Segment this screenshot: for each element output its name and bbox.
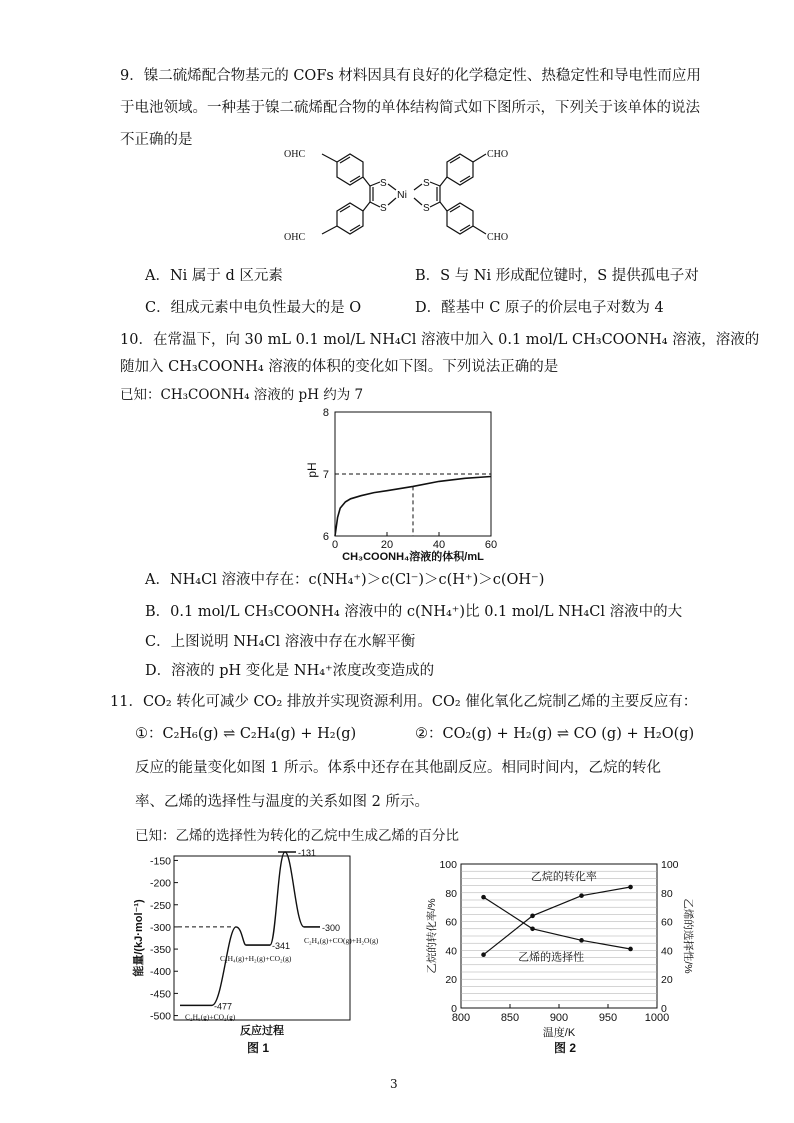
temp-series-label: 乙烷的转化率 <box>530 870 597 883</box>
energy-species-label: C₂H₆(g)+CO₂(g) <box>185 1012 236 1022</box>
q11-reaction-2: ②：CO₂(g) + H₂(g) ⇌ CO (g) + H₂O(g) <box>415 726 695 742</box>
temp-x-tick-label: 950 <box>598 1012 618 1024</box>
q10-option-a: A．NH₄Cl 溶液中存在：c(NH₄⁺)＞c(Cl⁻)＞c(H⁺)＞c(OH⁻) <box>145 572 545 588</box>
energy-value-label: -131 <box>298 848 317 859</box>
cho-label-bl: OHC <box>284 232 306 243</box>
ph-x-tick-label: 0 <box>331 539 339 551</box>
ph-x-tick-label: 20 <box>380 539 394 551</box>
ph-y-tick-label: 7 <box>322 469 329 481</box>
temp-y-axis-label-left: 乙烷的转化率/% <box>426 898 438 974</box>
q9-option-a: A．Ni 属于 d 区元素 <box>145 268 283 284</box>
q9-option-b: B．S 与 Ni 形成配位键时，S 提供孤电子对 <box>415 268 699 284</box>
ph-x-tick-label: 60 <box>484 539 498 551</box>
q10-option-c: C．上图说明 NH₄Cl 溶液中存在水解平衡 <box>145 634 416 650</box>
temp-y-tick-label-left: 40 <box>445 945 457 958</box>
energy-value-label: -477 <box>214 1001 233 1012</box>
sulfur-label: S <box>380 178 387 189</box>
cho-label-tl: OHC <box>284 149 306 160</box>
ph-y-axis-label: pH <box>305 462 319 478</box>
figure-2-caption: 图 2 <box>553 1041 577 1055</box>
q11-line2: 反应的能量变化如图 1 所示。体系中还存在其他副反应。相同时间内，乙烷的转化 <box>135 760 661 776</box>
temp-y-tick-label-right: 60 <box>661 916 673 929</box>
energy-species-label: C₂H₄(g)+CO(g)+H₂O(g) <box>304 935 379 945</box>
q9-line3: 不正确的是 <box>120 132 193 148</box>
q11-line1: 11．CO₂ 转化可减少 CO₂ 排放并实现资源利用。CO₂ 催化氧化乙烷制乙烯的主要反应有： <box>110 694 698 710</box>
temperature-chart <box>425 852 695 1062</box>
temp-y-tick-label-right: 100 <box>661 859 679 871</box>
cho-label-br: CHO <box>487 232 509 243</box>
q11-known: 已知：乙烯的选择性为转化的乙烷中生成乙烯的百分比 <box>135 828 459 844</box>
temp-x-tick-label: 900 <box>549 1012 569 1024</box>
q11-line3: 率、乙烯的选择性与温度的关系如图 2 所示。 <box>135 794 429 810</box>
temp-data-point <box>530 914 535 919</box>
temp-x-tick-label: 800 <box>451 1012 471 1024</box>
temp-y-tick-label-left: 20 <box>445 974 457 987</box>
temp-y-tick-label-right: 0 <box>661 1003 667 1015</box>
q10-known: 已知：CH₃COONH₄ 溶液的 pH 约为 7 <box>120 387 364 403</box>
energy-profile-curve <box>212 852 304 1005</box>
energy-y-tick-label: -500 <box>149 1010 171 1023</box>
sulfur-label: S <box>423 178 430 189</box>
ph-y-tick-label: 8 <box>322 407 329 419</box>
energy-value-label: -341 <box>272 941 291 952</box>
temp-series-label: 乙烯的选择性 <box>518 951 585 964</box>
temp-data-point <box>530 927 535 932</box>
q10-line1: 10．在常温下，向 30 mL 0.1 mol/L NH₄Cl 溶液中加入 0.1 mol/L CH₃COONH₄ 溶液，溶液的 <box>120 332 760 348</box>
page-number: 3 <box>390 1077 398 1091</box>
energy-y-tick-label: -300 <box>149 921 171 934</box>
temp-data-point <box>579 893 584 898</box>
energy-y-tick-label: -250 <box>149 899 171 912</box>
energy-y-tick-label: -400 <box>149 966 171 979</box>
energy-y-tick-label: -350 <box>149 944 171 957</box>
ph-y-tick-label: 6 <box>322 531 329 543</box>
temp-x-tick-label: 1000 <box>644 1012 670 1024</box>
energy-species-label: C₂H₄(g)+H₂(g)+CO₂(g) <box>220 954 292 964</box>
sulfur-label: S <box>380 203 387 214</box>
energy-y-tick-label: -150 <box>149 855 171 868</box>
q10-option-d: D．溶液的 pH 变化是 NH₄⁺浓度改变造成的 <box>145 663 435 679</box>
q10-option-b: B．0.1 mol/L CH₃COONH₄ 溶液中的 c(NH₄⁺)比 0.1 mol/L NH₄Cl 溶液中的大 <box>145 604 683 620</box>
q9-line2: 于电池领域。一种基于镍二硫烯配合物的单体结构简式如下图所示，下列关于该单体的说法 <box>120 100 700 116</box>
temp-y-tick-label-left: 60 <box>445 916 457 929</box>
energy-x-axis-label: 反应过程 <box>240 1025 284 1037</box>
temp-y-tick-label-right: 20 <box>661 974 673 987</box>
q9-option-c: C．组成元素中电负性最大的是 O <box>145 300 362 316</box>
temp-y-tick-label-right: 40 <box>661 945 673 958</box>
temp-data-point <box>628 947 633 952</box>
temp-y-tick-label-left: 80 <box>445 887 457 900</box>
temp-y-axis-label-right: 乙烯的选择性/% <box>682 898 694 974</box>
temp-x-axis-label: 温度/K <box>542 1027 576 1039</box>
energy-y-tick-label: -450 <box>149 988 171 1001</box>
nickel-dithiolene-structure <box>280 140 530 252</box>
q9-option-d: D．醛基中 C 原子的价层电子对数为 4 <box>415 300 664 316</box>
energy-value-label: -300 <box>322 922 341 933</box>
temp-data-point <box>481 895 486 900</box>
energy-y-tick-label: -200 <box>149 877 171 890</box>
energy-diagram <box>130 848 379 1062</box>
temp-series-line <box>484 897 631 949</box>
ph-chart <box>300 402 520 568</box>
sulfur-label: S <box>423 203 430 214</box>
temp-y-tick-label-left: 0 <box>451 1003 457 1015</box>
temp-x-tick-label: 850 <box>500 1012 520 1024</box>
cho-label-tr: CHO <box>487 149 509 160</box>
q10-line2: 随加入 CH₃COONH₄ 溶液的体积的变化如下图。下列说法正确的是 <box>120 359 559 375</box>
ph-x-axis-label: CH₃COONH₄溶液的体积/mL <box>342 551 484 563</box>
q9-line1: 9．镍二硫烯配合物基元的 COFs 材料因具有良好的化学稳定性、热稳定性和导电性而应用 <box>120 68 701 84</box>
ph-curve <box>335 477 491 537</box>
q11-reaction-1: ①：C₂H₆(g) ⇌ C₂H₄(g) + H₂(g) <box>135 726 357 742</box>
temp-data-point <box>628 885 633 890</box>
temp-y-tick-label-left: 100 <box>439 859 457 871</box>
nickel-label: Ni <box>397 189 407 201</box>
energy-y-axis-label: 能量/(kJ·mol⁻¹) <box>133 899 145 977</box>
temp-y-tick-label-right: 80 <box>661 887 673 900</box>
figure-1-caption: 图 1 <box>246 1041 270 1055</box>
ph-x-tick-label: 40 <box>432 539 446 551</box>
temp-data-point <box>579 938 584 943</box>
temp-data-point <box>481 952 486 957</box>
